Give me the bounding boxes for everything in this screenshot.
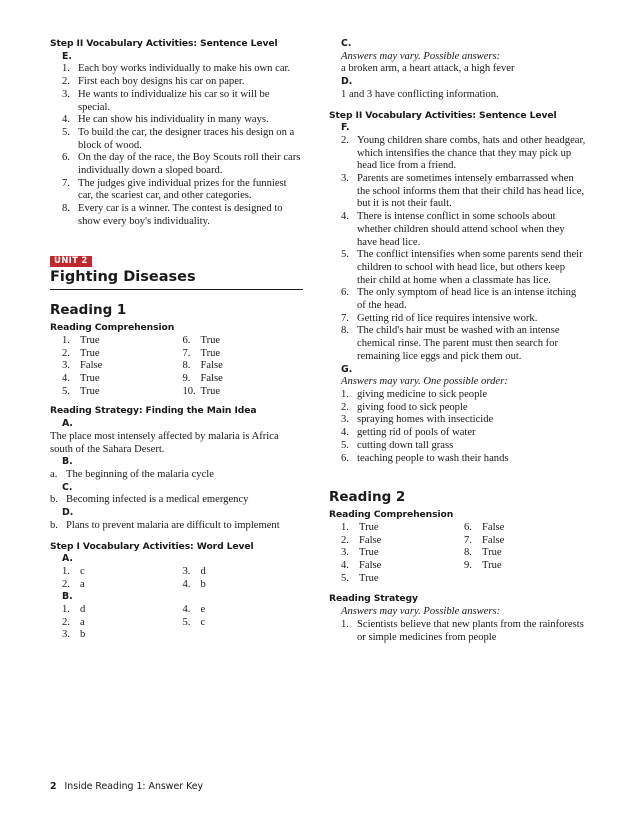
list-item: 3. Parents are sometimes intensely embarrassed when the school informs them that their child has head lice, but it is not their fault. <box>341 173 585 210</box>
reading-comprehension-heading: Reading Comprehension <box>50 322 175 334</box>
answer-item: 2. a <box>62 616 85 628</box>
answer-item: 8. True <box>464 547 502 559</box>
reading-strategy-heading: Reading Strategy: Finding the Main Idea <box>50 405 257 417</box>
strategy-list-b <box>50 469 303 482</box>
list-item: 8. The child's hair must be washed with an intense chemical rinse. The parent must then search for remaining lice eggs and pick them out. <box>341 325 560 362</box>
list-item: 1. giving medicine to sick people <box>341 388 488 400</box>
list-item: b. Plans to prevent malaria are difficult to implement <box>50 519 280 531</box>
answer-item: 2. False <box>341 534 382 546</box>
section-letter-g: G. <box>341 363 353 375</box>
reading1-title: Reading 1 <box>50 302 127 319</box>
section-letter-f: F. <box>341 122 350 134</box>
word-level-answers-a <box>50 566 303 591</box>
section-letter-a: A. <box>62 553 73 565</box>
list-item: 6. On the day of the race, the Boy Scouts roll their cars individually down a sloped board. <box>62 152 301 177</box>
page-footer <box>50 781 203 794</box>
answer-item: 1. c <box>62 565 85 577</box>
list-item: 4. getting rid of pools of water <box>341 427 476 439</box>
list-item: 2. Young children share combs, hats and other headgear, which intensifies the chance that they may pick up head lice from a friend. <box>341 134 586 172</box>
answers-note: Answers may vary. One possible order: <box>341 376 508 388</box>
strategy-list-c <box>50 494 303 507</box>
step1-heading: Step I Vocabulary Activities: Word Level <box>50 540 254 552</box>
page-number: 2 <box>50 781 57 792</box>
list-item: 7. Getting rid of lice requires intensive work. <box>341 312 538 324</box>
answer-item: 3. d <box>182 565 206 577</box>
answer-item: 3. False <box>62 360 103 372</box>
step2-heading: Step II Vocabulary Activities: Sentence Level <box>329 109 557 121</box>
list-item: 4. There is intense conflict in some schools about whether children should attend school when they have head lice. <box>341 211 565 248</box>
reading2-title: Reading 2 <box>329 489 406 506</box>
answer-item: 4. False <box>341 560 382 572</box>
reading-comprehension-heading: Reading Comprehension <box>329 509 454 521</box>
section-letter-d: D. <box>62 507 74 519</box>
list-item: 8. Every car is a winner. The contest is designed to show every boy's individuality. <box>62 203 283 227</box>
reading-strategy-heading: Reading Strategy <box>329 593 418 605</box>
list-item: 5. The conflict intensifies when some parents send their children to school with head lice, but others keep their child at home when a classmate has lice. <box>341 249 583 286</box>
answer-item: 3. True <box>341 547 379 559</box>
strategy-list <box>329 619 587 644</box>
unit-badge: UNIT 2 <box>50 256 92 267</box>
unit-title: Fighting Diseases <box>50 269 303 290</box>
answer-item: 2. True <box>62 347 100 359</box>
list-item: 1. Scientists believe that new plants from the rainforests or simple medicines from people <box>341 618 584 643</box>
strategy-list-d <box>50 520 303 533</box>
answer-item: 4. b <box>182 578 206 590</box>
section-letter-b: B. <box>62 591 73 603</box>
order-list-g <box>329 389 587 465</box>
section-letter-c: C. <box>341 38 352 49</box>
answers-note: Answers may vary. Possible answers: <box>341 50 501 62</box>
answer-item: 4. e <box>182 604 206 616</box>
answers-note: Answers may vary. Possible answers: <box>341 606 501 618</box>
answer-item: 1. True <box>341 521 379 533</box>
list-item: 1. Each boy works individually to make his own car. <box>62 63 291 75</box>
section-letter-b: B. <box>62 456 73 468</box>
list-item: 3. spraying homes with insecticide <box>341 414 494 426</box>
section-letter-d: D. <box>341 76 353 88</box>
list-item: 3. He wants to individualize his car so it will be special. <box>62 88 270 113</box>
answer-item: 9. False <box>182 373 223 385</box>
list-item: 2. giving food to sick people <box>341 401 468 413</box>
answer-item: 1. True <box>62 334 100 346</box>
answer-item: 1. d <box>62 604 86 616</box>
sentence-list-e <box>50 63 303 228</box>
answer-item: 4. True <box>62 373 100 385</box>
answer-item: 9. True <box>464 560 502 572</box>
right-column <box>329 38 587 644</box>
answer-item: 7. False <box>464 534 505 546</box>
list-item: a. The beginning of the malaria cycle <box>50 468 214 480</box>
main-idea-answer: The place most intensely affected by malaria is Africa south of the Sahara Desert. <box>50 430 279 455</box>
answer-item: 5. True <box>62 385 100 397</box>
answer-item: 7. True <box>182 347 221 359</box>
list-item: 6. teaching people to wash their hands <box>341 452 509 464</box>
list-item: 2. First each boy designs his car on paper. <box>62 76 245 88</box>
list-item: b. Becoming infected is a medical emergency <box>50 494 249 506</box>
answer-item: 6. False <box>464 521 505 533</box>
answer-item: 3. b <box>62 629 86 641</box>
sentence-list-f <box>329 135 587 364</box>
step2-heading: Step II Vocabulary Activities: Sentence Level <box>50 38 278 49</box>
answer-item: 2. a <box>62 578 85 590</box>
list-item: 5. To build the car, the designer traces his design on a block of wood. <box>62 126 295 151</box>
left-column <box>50 38 303 642</box>
answer-text: a broken arm, a heart attack, a high fever <box>341 63 515 75</box>
list-item: 7. The judges give individual prizes for the funniest car, the scariest car, and other categories. <box>62 177 287 202</box>
section-letter-e: E. <box>62 50 72 62</box>
answer-item: 5. c <box>182 616 206 628</box>
answer-item: 10. True <box>182 385 221 397</box>
list-item: 5. cutting down tall grass <box>341 439 454 451</box>
answer-item: 6. True <box>182 334 221 346</box>
list-item: 4. He can show his individuality in many ways. <box>62 114 269 126</box>
answer-text: 1 and 3 have conflicting information. <box>341 88 499 100</box>
word-level-answers-b <box>50 604 303 642</box>
answer-item: 8. False <box>182 360 223 372</box>
footer-title: Inside Reading 1: Answer Key <box>64 781 204 792</box>
section-letter-c: C. <box>62 481 73 493</box>
list-item: 6. The only symptom of head lice is an intense itching of the head. <box>341 287 577 312</box>
section-letter-a: A. <box>62 418 73 430</box>
answer-item: 5. True <box>341 572 379 584</box>
comprehension-answers <box>50 335 303 399</box>
comprehension-answers <box>329 522 587 586</box>
